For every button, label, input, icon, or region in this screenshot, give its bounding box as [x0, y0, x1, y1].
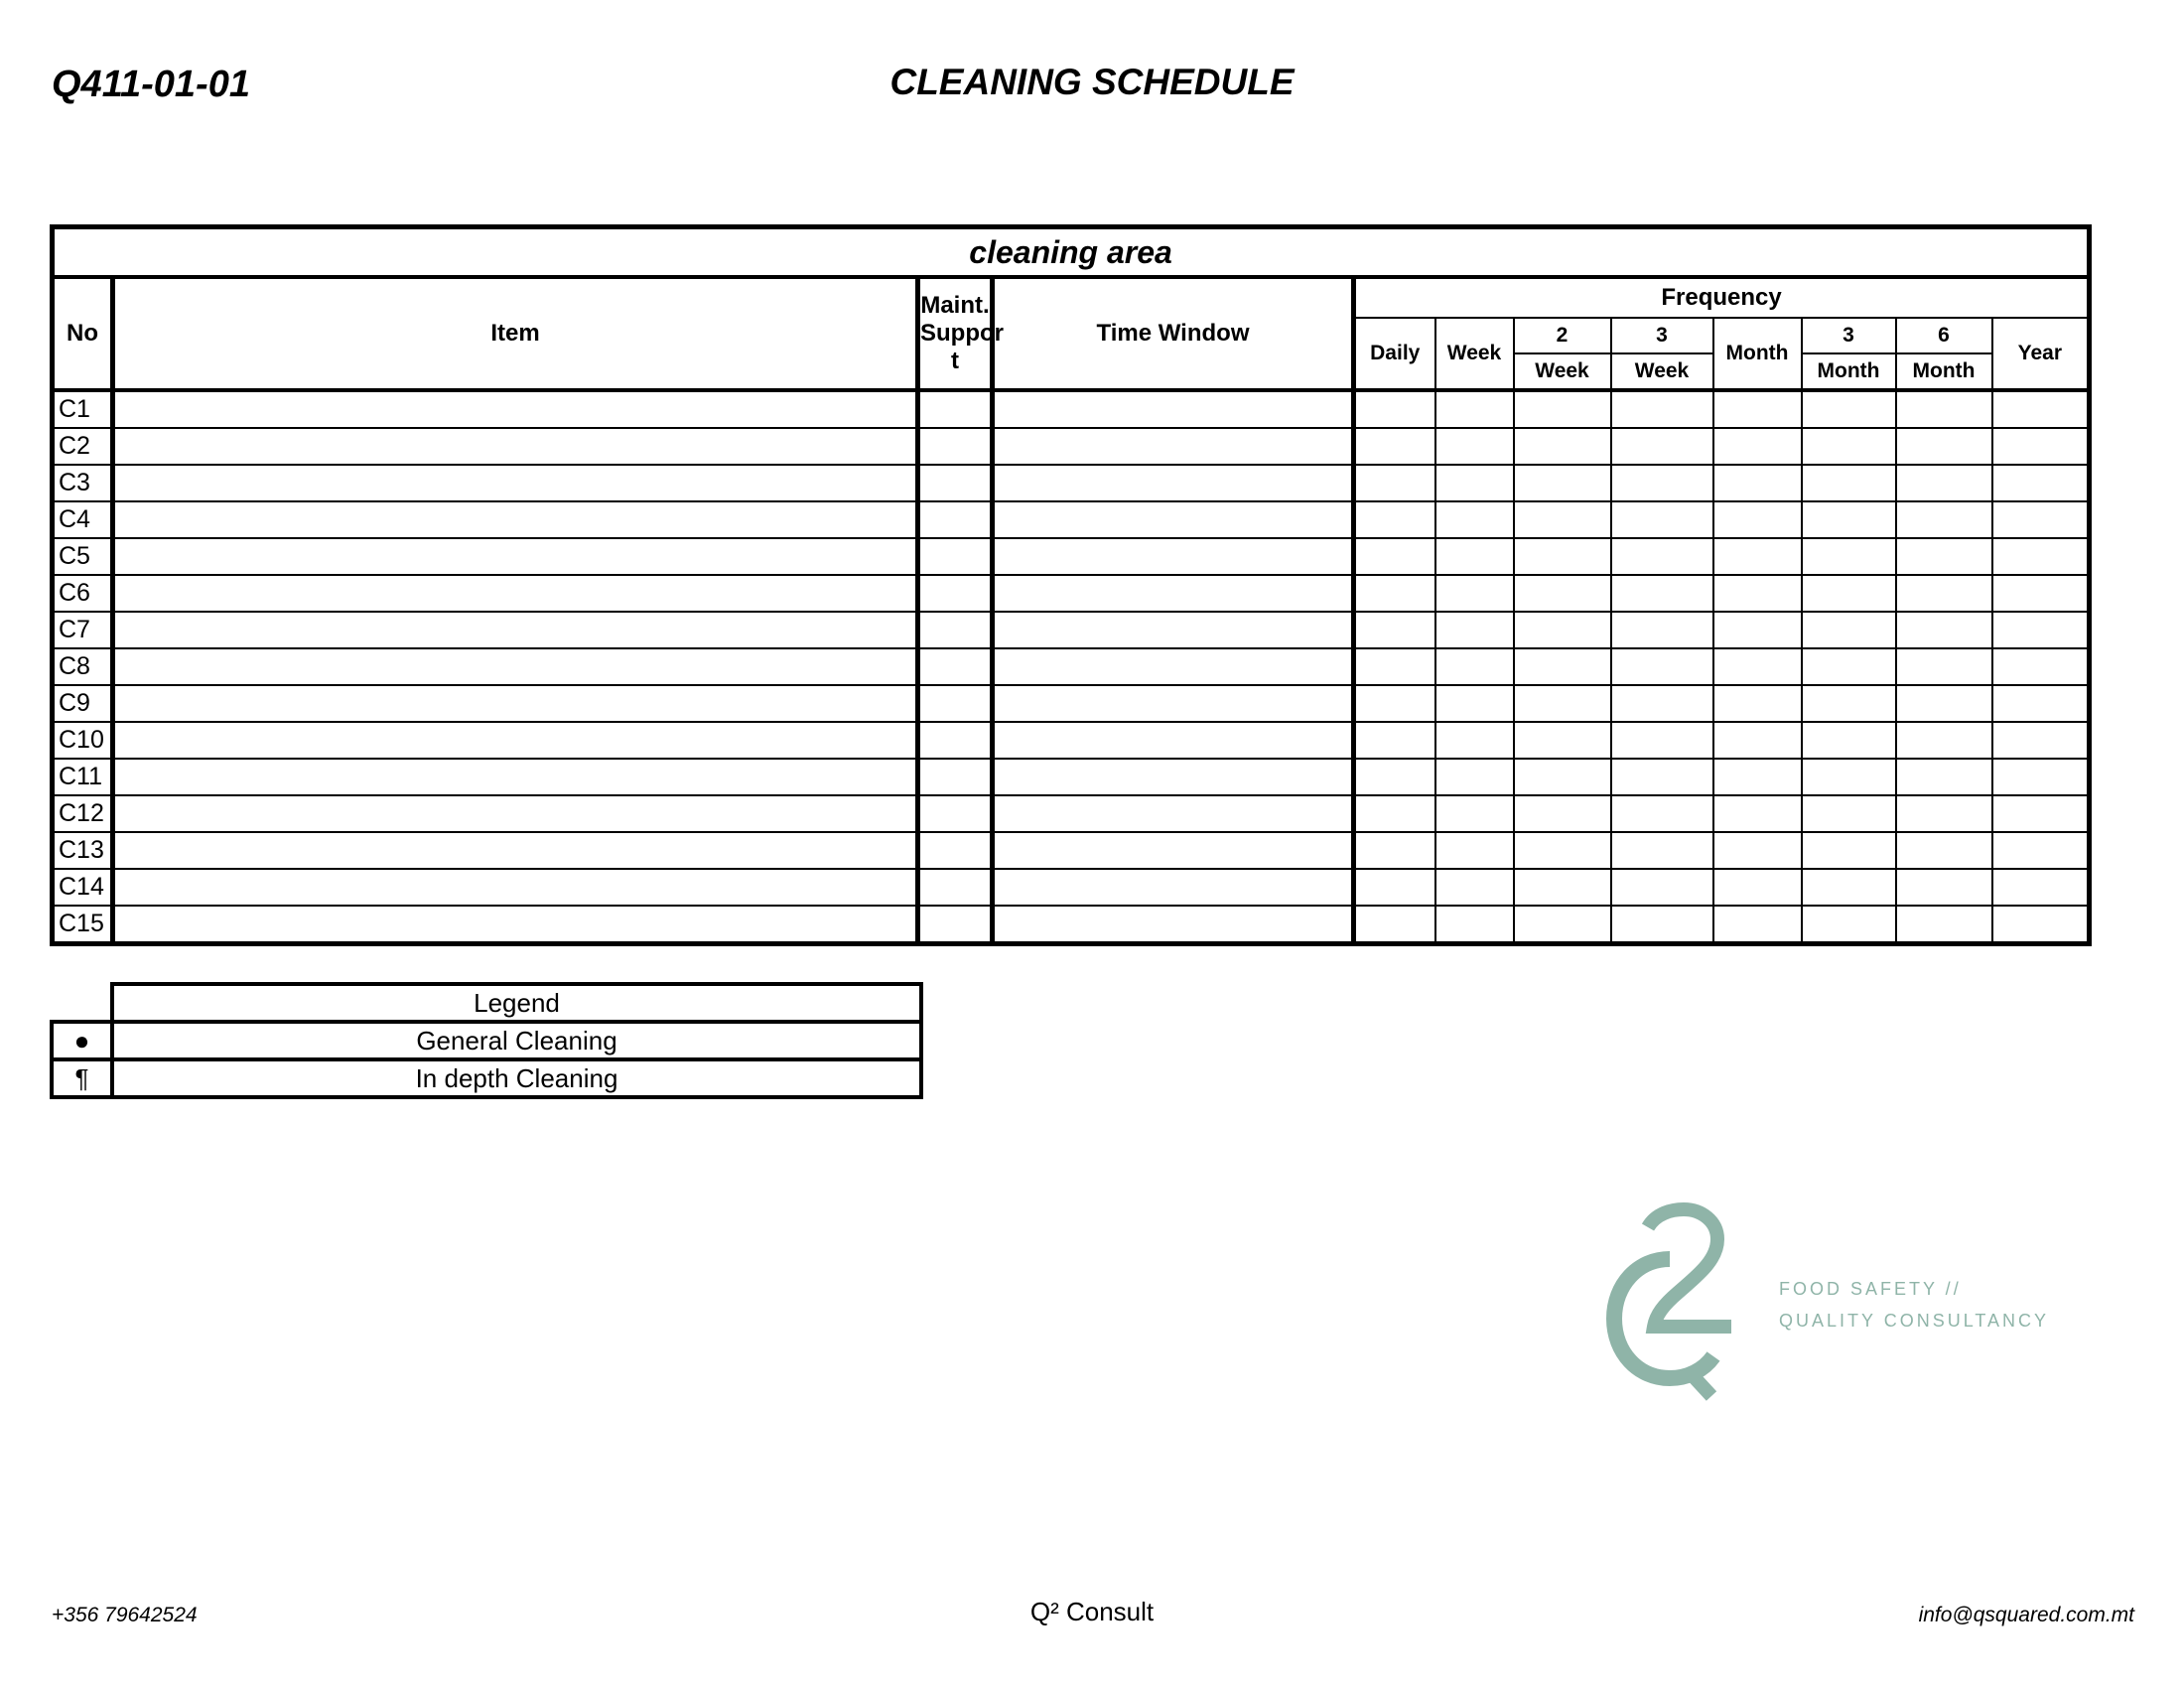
- table-cell[interactable]: [1435, 906, 1514, 944]
- row-number: C3: [53, 465, 113, 501]
- legend: [50, 982, 923, 1099]
- table-cell[interactable]: [918, 501, 993, 538]
- table-row: [53, 575, 2090, 612]
- table-cell[interactable]: [1435, 648, 1514, 685]
- table-cell[interactable]: [1514, 575, 1611, 612]
- table-cell[interactable]: [113, 501, 918, 538]
- table-cell[interactable]: [1713, 685, 1802, 722]
- footer-company: Q² Consult: [1029, 1597, 1155, 1626]
- table-cell[interactable]: [1354, 685, 1435, 722]
- table-cell[interactable]: [113, 538, 918, 575]
- table-cell[interactable]: [113, 648, 918, 685]
- table-cell[interactable]: [1435, 390, 1514, 428]
- table-cell[interactable]: [918, 722, 993, 759]
- table-cell[interactable]: [1992, 612, 2090, 648]
- table-cell[interactable]: [1611, 759, 1713, 795]
- frequency-header: Frequency: [1354, 277, 2090, 318]
- table-cell[interactable]: [1802, 685, 1896, 722]
- table-cell[interactable]: [113, 685, 918, 722]
- table-cell[interactable]: [918, 465, 993, 501]
- freq-daily: Daily: [1354, 318, 1435, 390]
- table-cell[interactable]: [1713, 869, 1802, 906]
- table-cell[interactable]: [918, 612, 993, 648]
- table-row: [53, 685, 2090, 722]
- schedule-grid: [50, 224, 2092, 946]
- footer-phone: +356 79642524: [52, 1604, 198, 1626]
- table-cell[interactable]: [1435, 722, 1514, 759]
- table-cell[interactable]: [1802, 795, 1896, 832]
- row-number: C4: [53, 501, 113, 538]
- table-cell[interactable]: [918, 575, 993, 612]
- table-row: [53, 465, 2090, 501]
- table-cell[interactable]: [1354, 795, 1435, 832]
- table-cell[interactable]: [1611, 832, 1713, 869]
- table-cell[interactable]: [1514, 428, 1611, 465]
- table-cell[interactable]: [1896, 390, 1992, 428]
- table-cell[interactable]: [1713, 906, 1802, 944]
- table-cell[interactable]: [1354, 759, 1435, 795]
- freq-2-unit: Week: [1514, 353, 1611, 390]
- table-cell[interactable]: [1992, 869, 2090, 906]
- table-cell[interactable]: [993, 538, 1354, 575]
- table-cell[interactable]: [1896, 906, 1992, 944]
- freq-year: Year: [1992, 318, 2090, 390]
- table-cell[interactable]: [1514, 390, 1611, 428]
- row-number: C1: [53, 390, 113, 428]
- table-cell[interactable]: [993, 869, 1354, 906]
- table-cell[interactable]: [1713, 465, 1802, 501]
- table-row: [53, 501, 2090, 538]
- table-cell[interactable]: [1611, 722, 1713, 759]
- table-cell[interactable]: [1992, 390, 2090, 428]
- table-row: [53, 906, 2090, 944]
- table-cell[interactable]: [1896, 685, 1992, 722]
- table-cell[interactable]: [993, 906, 1354, 944]
- legend-symbol-pilcrow-icon: ¶: [52, 1059, 112, 1097]
- row-number: C15: [53, 906, 113, 944]
- table-cell[interactable]: [1435, 465, 1514, 501]
- table-row: [53, 795, 2090, 832]
- table-cell[interactable]: [1802, 612, 1896, 648]
- table-cell[interactable]: [1611, 501, 1713, 538]
- logo-tagline: [1779, 1273, 2049, 1336]
- row-number: C8: [53, 648, 113, 685]
- table-cell[interactable]: [113, 465, 918, 501]
- cleaning-area-title: cleaning area: [53, 227, 2090, 278]
- row-number: C2: [53, 428, 113, 465]
- table-cell[interactable]: [1896, 428, 1992, 465]
- table-cell[interactable]: [1992, 832, 2090, 869]
- document-code: Q411-01-01: [52, 64, 250, 105]
- freq-week: Week: [1435, 318, 1514, 390]
- freq-month: Month: [1713, 318, 1802, 390]
- table-cell[interactable]: [993, 832, 1354, 869]
- table-cell[interactable]: [918, 648, 993, 685]
- table-cell[interactable]: [113, 869, 918, 906]
- table-cell[interactable]: [1514, 869, 1611, 906]
- table-cell[interactable]: [1896, 722, 1992, 759]
- table-cell[interactable]: [918, 538, 993, 575]
- row-number: C7: [53, 612, 113, 648]
- table-cell[interactable]: [1354, 538, 1435, 575]
- table-cell[interactable]: [1802, 575, 1896, 612]
- table-row: [53, 612, 2090, 648]
- legend-label-in-depth: In depth Cleaning: [112, 1059, 921, 1097]
- table-cell[interactable]: [1514, 832, 1611, 869]
- logo-tagline-line1: FOOD SAFETY //: [1779, 1279, 1962, 1299]
- table-cell[interactable]: [1713, 575, 1802, 612]
- document-title: CLEANING SCHEDULE: [889, 62, 1295, 102]
- table-row: [53, 538, 2090, 575]
- table-cell[interactable]: [113, 390, 918, 428]
- table-cell[interactable]: [1514, 759, 1611, 795]
- table-cell[interactable]: [1611, 685, 1713, 722]
- table-cell[interactable]: [1435, 759, 1514, 795]
- column-header-maint-support: Maint. Suppor t: [918, 277, 993, 390]
- freq-3-number: 3: [1611, 318, 1713, 353]
- table-cell[interactable]: [1435, 575, 1514, 612]
- freq-3m-unit: Month: [1802, 353, 1896, 390]
- row-number: C6: [53, 575, 113, 612]
- table-cell[interactable]: [1992, 722, 2090, 759]
- table-cell[interactable]: [1802, 648, 1896, 685]
- table-cell[interactable]: [993, 648, 1354, 685]
- table-cell[interactable]: [1611, 538, 1713, 575]
- table-cell[interactable]: [1611, 428, 1713, 465]
- table-cell[interactable]: [1611, 465, 1713, 501]
- table-cell[interactable]: [1896, 612, 1992, 648]
- table-cell[interactable]: [1611, 612, 1713, 648]
- table-cell[interactable]: [1896, 795, 1992, 832]
- table-cell[interactable]: [1896, 465, 1992, 501]
- table-cell[interactable]: [113, 906, 918, 944]
- table-cell[interactable]: [1354, 906, 1435, 944]
- table-cell[interactable]: [918, 795, 993, 832]
- table-cell[interactable]: [1802, 465, 1896, 501]
- table-cell[interactable]: [1713, 501, 1802, 538]
- table-cell[interactable]: [1896, 648, 1992, 685]
- table-cell[interactable]: [1992, 759, 2090, 795]
- table-cell[interactable]: [1435, 869, 1514, 906]
- footer-email: info@qsquared.com.mt: [1918, 1604, 2134, 1626]
- table-cell[interactable]: [1992, 906, 2090, 944]
- table-cell[interactable]: [1435, 795, 1514, 832]
- table-cell[interactable]: [993, 685, 1354, 722]
- table-cell[interactable]: [113, 612, 918, 648]
- table-cell[interactable]: [1992, 538, 2090, 575]
- table-cell[interactable]: [993, 612, 1354, 648]
- table-cell[interactable]: [1992, 428, 2090, 465]
- table-cell[interactable]: [1713, 759, 1802, 795]
- table-cell[interactable]: [1435, 612, 1514, 648]
- schedule-rows: [53, 390, 2090, 944]
- table-cell[interactable]: [1713, 795, 1802, 832]
- table-cell[interactable]: [1611, 795, 1713, 832]
- table-cell[interactable]: [113, 832, 918, 869]
- table-row: [53, 648, 2090, 685]
- table-cell[interactable]: [993, 722, 1354, 759]
- table-cell[interactable]: [1992, 795, 2090, 832]
- table-cell[interactable]: [1435, 685, 1514, 722]
- table-cell[interactable]: [1713, 832, 1802, 869]
- table-cell[interactable]: [993, 501, 1354, 538]
- table-cell[interactable]: [1354, 428, 1435, 465]
- table-cell[interactable]: [113, 795, 918, 832]
- table-cell[interactable]: [1514, 722, 1611, 759]
- table-cell[interactable]: [1992, 648, 2090, 685]
- freq-6m-number: 6: [1896, 318, 1992, 353]
- table-cell[interactable]: [1713, 612, 1802, 648]
- q2-logo-icon: [1600, 1207, 1739, 1407]
- table-cell[interactable]: [1896, 832, 1992, 869]
- table-cell[interactable]: [1354, 465, 1435, 501]
- logo-tagline-line2: QUALITY CONSULTANCY: [1779, 1311, 2050, 1331]
- table-cell[interactable]: [993, 759, 1354, 795]
- table-cell[interactable]: [1611, 869, 1713, 906]
- table-cell[interactable]: [1354, 869, 1435, 906]
- table-cell[interactable]: [918, 685, 993, 722]
- table-row: [53, 390, 2090, 428]
- table-cell[interactable]: [1514, 501, 1611, 538]
- table-cell[interactable]: [1992, 575, 2090, 612]
- table-cell[interactable]: [993, 465, 1354, 501]
- table-cell[interactable]: [1435, 428, 1514, 465]
- freq-3m-number: 3: [1802, 318, 1896, 353]
- table-cell[interactable]: [1992, 465, 2090, 501]
- table-cell[interactable]: [1514, 795, 1611, 832]
- table-cell[interactable]: [1611, 575, 1713, 612]
- freq-3-unit: Week: [1611, 353, 1713, 390]
- table-cell[interactable]: [918, 759, 993, 795]
- column-header-no: No: [53, 277, 113, 390]
- table-cell[interactable]: [1514, 538, 1611, 575]
- row-number: C13: [53, 832, 113, 869]
- table-cell[interactable]: [918, 428, 993, 465]
- table-row: [53, 832, 2090, 869]
- table-cell[interactable]: [1896, 575, 1992, 612]
- table-cell[interactable]: [1992, 685, 2090, 722]
- column-header-item: Item: [113, 277, 918, 390]
- table-cell[interactable]: [113, 575, 918, 612]
- table-cell[interactable]: [1802, 428, 1896, 465]
- table-cell[interactable]: [993, 575, 1354, 612]
- table-cell[interactable]: [918, 832, 993, 869]
- table-cell[interactable]: [918, 869, 993, 906]
- table-cell[interactable]: [1896, 538, 1992, 575]
- table-cell[interactable]: [1896, 501, 1992, 538]
- table-cell[interactable]: [1435, 501, 1514, 538]
- table-cell[interactable]: [1514, 906, 1611, 944]
- legend-corner: [52, 984, 112, 1022]
- table-cell[interactable]: [1514, 465, 1611, 501]
- table-cell[interactable]: [1802, 538, 1896, 575]
- table-cell[interactable]: [1354, 722, 1435, 759]
- table-cell[interactable]: [918, 390, 993, 428]
- table-cell[interactable]: [1802, 832, 1896, 869]
- freq-6m-unit: Month: [1896, 353, 1992, 390]
- row-number: C11: [53, 759, 113, 795]
- cleaning-schedule-table: [50, 224, 2092, 946]
- table-cell[interactable]: [1611, 390, 1713, 428]
- table-cell[interactable]: [1713, 390, 1802, 428]
- table-row: [53, 759, 2090, 795]
- row-number: C5: [53, 538, 113, 575]
- table-cell[interactable]: [1713, 428, 1802, 465]
- table-cell[interactable]: [1802, 906, 1896, 944]
- table-cell[interactable]: [1992, 501, 2090, 538]
- table-cell[interactable]: [1896, 869, 1992, 906]
- table-cell[interactable]: [1514, 648, 1611, 685]
- table-cell[interactable]: [993, 390, 1354, 428]
- table-cell[interactable]: [1354, 390, 1435, 428]
- table-row: [53, 428, 2090, 465]
- table-cell[interactable]: [113, 428, 918, 465]
- table-cell[interactable]: [113, 759, 918, 795]
- table-cell[interactable]: [1611, 648, 1713, 685]
- table-cell[interactable]: [1713, 538, 1802, 575]
- table-cell[interactable]: [1354, 575, 1435, 612]
- table-cell[interactable]: [1896, 759, 1992, 795]
- table-cell[interactable]: [993, 428, 1354, 465]
- table-cell[interactable]: [1802, 869, 1896, 906]
- table-cell[interactable]: [1713, 722, 1802, 759]
- row-number: C10: [53, 722, 113, 759]
- legend-table: [50, 982, 923, 1099]
- table-cell[interactable]: [1611, 906, 1713, 944]
- row-number: C14: [53, 869, 113, 906]
- column-header-time-window: Time Window: [993, 277, 1354, 390]
- legend-title: Legend: [112, 984, 921, 1022]
- table-row: [53, 722, 2090, 759]
- table-cell[interactable]: [1802, 722, 1896, 759]
- table-row: [53, 869, 2090, 906]
- table-cell[interactable]: [1802, 501, 1896, 538]
- table-cell[interactable]: [1354, 648, 1435, 685]
- row-number: C12: [53, 795, 113, 832]
- table-cell[interactable]: [918, 906, 993, 944]
- table-cell[interactable]: [1802, 390, 1896, 428]
- table-cell[interactable]: [1514, 612, 1611, 648]
- legend-label-general: General Cleaning: [112, 1022, 921, 1059]
- table-cell[interactable]: [1435, 832, 1514, 869]
- table-cell[interactable]: [1802, 759, 1896, 795]
- freq-2-number: 2: [1514, 318, 1611, 353]
- table-cell[interactable]: [1713, 648, 1802, 685]
- row-number: C9: [53, 685, 113, 722]
- table-cell[interactable]: [1354, 612, 1435, 648]
- legend-symbol-bullet-icon: ●: [52, 1022, 112, 1059]
- table-cell[interactable]: [1354, 501, 1435, 538]
- table-cell[interactable]: [113, 722, 918, 759]
- table-cell[interactable]: [1514, 685, 1611, 722]
- table-cell[interactable]: [993, 795, 1354, 832]
- table-cell[interactable]: [1435, 538, 1514, 575]
- table-cell[interactable]: [1354, 832, 1435, 869]
